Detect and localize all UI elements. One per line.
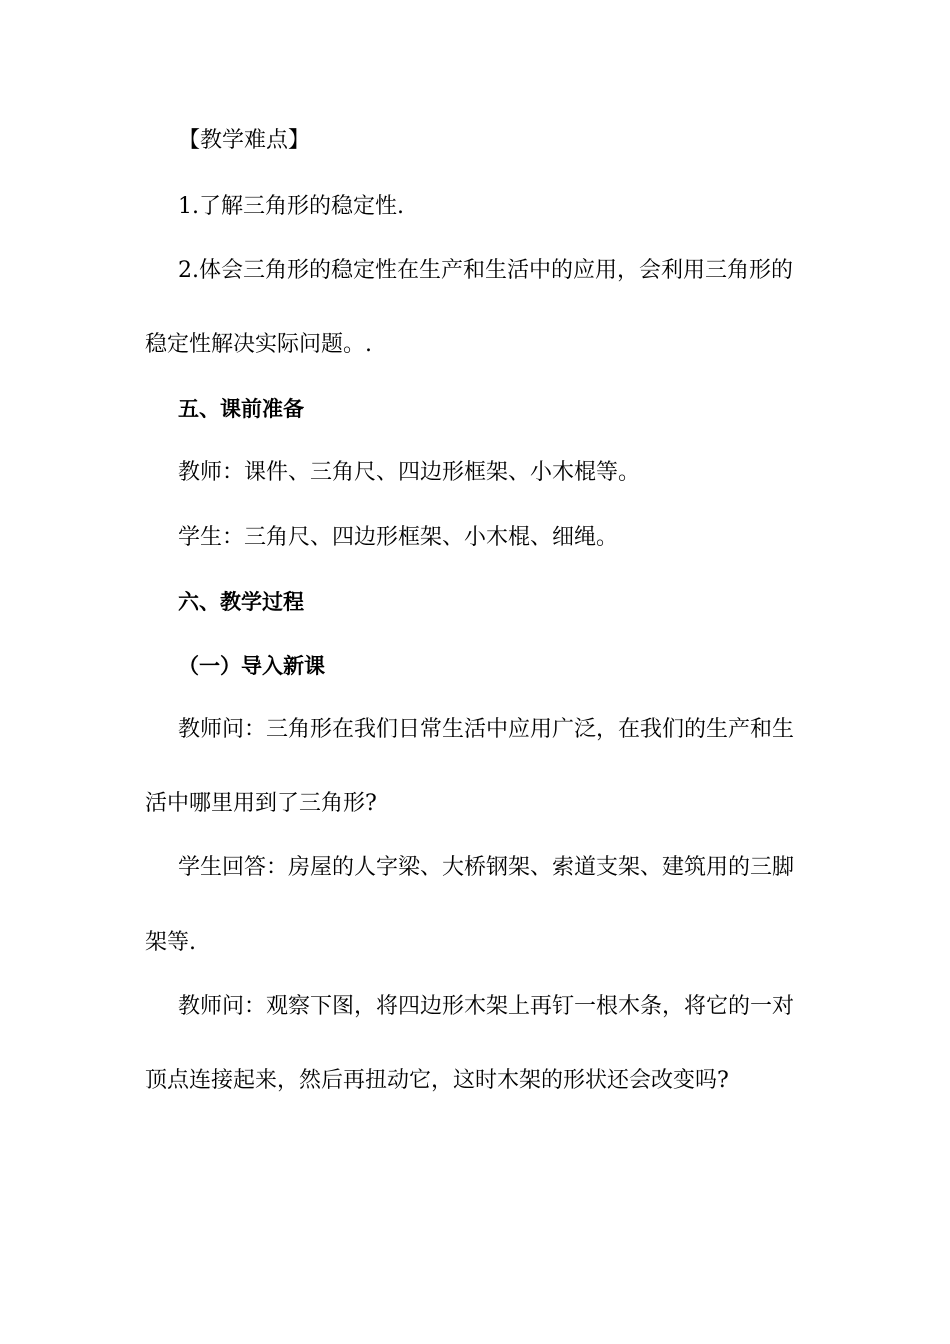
subheading-intro: （一）导入新课 [178,654,325,678]
difficulty-item-2-line-2: 稳定性解决实际问题。. [145,332,372,357]
heading-prep: 五、课前准备 [178,397,304,421]
teacher-question-2-line-2: 顶点连接起来，然后再扭动它，这时木架的形状还会改变吗? [145,1068,729,1093]
student-answer-1-line-1: 学生回答：房屋的人字梁、大桥钢架、索道支架、建筑用的三脚 [178,855,795,880]
difficulty-item-1: 1.了解三角形的稳定性. [178,194,404,219]
teacher-question-2-line-1: 教师问：观察下图，将四边形木架上再钉一根木条，将它的一对 [178,994,795,1019]
heading-process: 六、教学过程 [178,590,304,614]
teacher-question-1-line-2: 活中哪里用到了三角形? [145,791,377,816]
teacher-question-1-line-1: 教师问：三角形在我们日常生活中应用广泛，在我们的生产和生 [178,717,795,742]
student-answer-1-line-2: 架等. [145,930,196,955]
prep-teacher: 教师：课件、三角尺、四边形框架、小木棍等。 [178,460,641,485]
prep-student: 学生：三角尺、四边形框架、小木棍、细绳。 [178,525,619,550]
section-heading-difficulty: 【教学难点】 [178,128,311,153]
difficulty-item-2-line-1: 2.体会三角形的稳定性在生产和生活中的应用，会利用三角形的 [178,258,793,283]
